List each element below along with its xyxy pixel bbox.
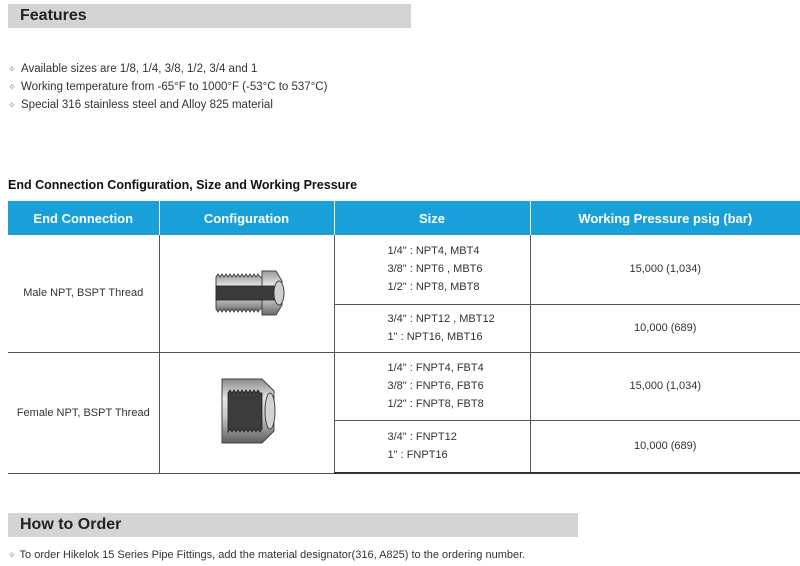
female-fitting-image (159, 352, 334, 473)
pressure-cell: 15,000 (1,034) (530, 352, 800, 420)
diamond-bullet-icon: ✧ (8, 100, 16, 110)
diamond-bullet-icon: ✧ (8, 82, 16, 92)
header-configuration: Configuration (159, 201, 334, 235)
pressure-cell: 10,000 (689) (530, 304, 800, 352)
pressure-cell: 10,000 (689) (530, 420, 800, 473)
table-title: End Connection Configuration, Size and Working Pressure (8, 178, 358, 192)
male-fitting-image (159, 235, 334, 352)
female-fitting-drawing (202, 371, 292, 451)
feature-item: ✧ Special 316 stainless steel and Alloy 825 material (8, 96, 327, 114)
size-cell: 3/4" : FNPT12 1" : FNPT16 (334, 420, 530, 473)
connection-female: Female NPT, BSPT Thread (8, 352, 159, 473)
diamond-bullet-icon: ✧ (8, 550, 16, 560)
features-heading: Features (8, 4, 411, 28)
feature-item: ✧ Working temperature from -65°F to 1000°F (-53°C to 537°C) (8, 78, 327, 96)
header-size: Size (334, 201, 530, 235)
header-working-pressure: Working Pressure psig (bar) (530, 201, 800, 235)
table-row (8, 352, 800, 420)
feature-item: ✧ Available sizes are 1/8, 1/4, 3/8, 1/2, 3/4 and 1 (8, 60, 327, 78)
pressure-cell: 15,000 (1,034) (530, 235, 800, 304)
spec-table (8, 201, 800, 474)
header-end-connection: End Connection (8, 201, 159, 235)
how-to-order-heading: How to Order (8, 513, 578, 537)
connection-male: Male NPT, BSPT Thread (8, 235, 159, 352)
table-header-row (8, 201, 800, 235)
size-cell: 3/4" : NPT12 , MBT12 1" : NPT16, MBT16 (334, 304, 530, 352)
size-cell: 1/4" : FNPT4, FBT4 3/8" : FNPT6, FBT6 1/2" : FNPT8, FBT8 (334, 352, 530, 420)
order-note: ✧ To order Hikelok 15 Series Pipe Fittings, add the material designator(316, A825) to the ordering number. (8, 549, 526, 561)
features-list (8, 60, 327, 114)
male-fitting-drawing (202, 257, 292, 327)
table-row (8, 235, 800, 304)
size-cell: 1/4" : NPT4, MBT4 3/8" : NPT6 , MBT6 1/2" : NPT8, MBT8 (334, 235, 530, 304)
diamond-bullet-icon: ✧ (8, 64, 16, 74)
